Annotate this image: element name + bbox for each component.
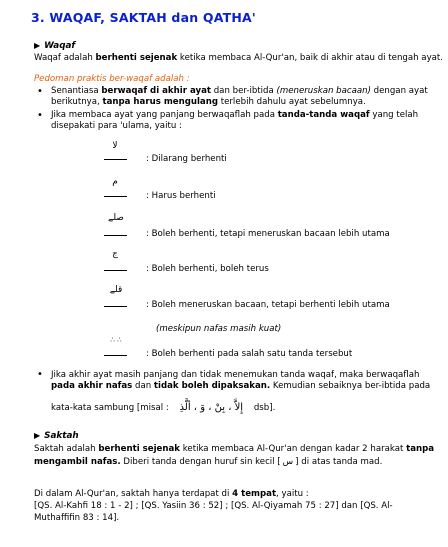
quran-line-2: [QS. Al-Kahfi 18 : 1 - 2] ; [QS. Yasiin 36 : 52] ; [QS. Al-Qiyamah 75 : 27] dan [QS. Al- <box>34 501 393 511</box>
bullet-icon: • <box>37 86 43 97</box>
triangle-bullet-icon: ▶ <box>34 41 41 50</box>
sign-line <box>104 235 127 236</box>
bullet-3-line-1: Jika akhir ayat masih panjang dan tidak menemukan tanda waqaf, maka berwaqaflah <box>51 370 420 380</box>
page-title: 3. WAQAF, SAKTAH dan QATHA' <box>31 10 256 25</box>
pedoman-heading: Pedoman praktis ber-waqaf adalah : <box>34 74 190 84</box>
sign-line <box>104 159 127 160</box>
waqaf-sign-description: : Dilarang berhenti <box>146 154 227 164</box>
waqaf-sign-symbol: ج <box>112 249 118 259</box>
waqaf-sign-description: : Boleh berhenti, boleh terus <box>146 264 269 274</box>
pedoman-bullet-2-line-1: Jika membaca ayat yang panjang berwaqaflah pada tanda-tanda waqaf yang telah <box>51 110 419 120</box>
bullet-icon: • <box>37 369 43 380</box>
waqaf-sign-symbol: صلے <box>108 213 124 223</box>
sign-line <box>104 306 127 307</box>
waqaf-sign-symbol: م <box>112 177 118 187</box>
waqaf-sign-description: : Harus berhenti <box>146 191 216 201</box>
waqaf-sign-symbol: قلے <box>109 285 123 295</box>
waqaf-sign-description: : Boleh berhenti, tetapi meneruskan bacaan lebih utama <box>146 229 390 239</box>
saktah-line-1: Saktah adalah berhenti sejenak ketika membaca Al-Qur'an dengan kadar 2 harakat tanpa <box>34 444 435 454</box>
pedoman-bullet-2-line-2: disepakati para 'ulama, yaitu : <box>51 121 182 131</box>
sign-line <box>104 355 127 356</box>
waqaf-sign-symbol: ∴ ∴ <box>110 336 122 344</box>
waqaf-definition: Waqaf adalah berhenti sejenak ketika membaca Al-Qur'an, baik di akhir atau di tengah ayat. <box>34 53 444 63</box>
arabic-examples: إِلاَّ ، بِنْ ، وَ ، ألَّذِ <box>179 402 244 413</box>
note-nafas-kuat: (meskipun nafas masih kuat) <box>156 324 282 334</box>
sign-line <box>104 196 127 197</box>
pedoman-bullet-1-line-2: berikutnya, tanpa harus mengulang terlebih dahulu ayat sebelumnya. <box>51 97 366 107</box>
triangle-bullet-icon: ▶ <box>34 431 41 440</box>
bullet-icon: • <box>37 110 43 121</box>
waqaf-sign-description: : Boleh meneruskan bacaan, tetapi berhenti lebih utama <box>146 300 390 310</box>
saktah-line-2: mengambil nafas. Diberi tanda dengan huruf sin kecil [ س ] di atas tanda mad. <box>34 457 383 467</box>
saktah-heading <box>34 431 79 441</box>
saktah-heading-label: Saktah <box>44 431 79 441</box>
quran-line-3: Muthaffifin 83 : 14]. <box>34 513 120 523</box>
quran-line-1: Di dalam Al-Qur'an, saktah hanya terdapat di 4 tempat, yaitu : <box>34 489 309 499</box>
waqaf-sign-description: : Boleh berhenti pada salah satu tanda tersebut <box>146 349 353 359</box>
waqaf-sign-symbol: لا <box>112 141 118 151</box>
sign-line <box>104 270 127 271</box>
waqaf-heading <box>34 41 75 51</box>
bullet-3-line-3: kata-kata sambung [misal : إِلاَّ ، بِنْ ، وَ ، ألَّذِ dsb]. <box>51 402 276 413</box>
waqaf-heading-label: Waqaf <box>44 41 76 51</box>
bullet-3-line-2: pada akhir nafas dan tidak boleh dipaksakan. Kemudian sebaiknya ber-ibtida pada <box>51 381 431 391</box>
pedoman-bullet-1-line-1: Senantiasa berwaqaf di akhir ayat dan ber-ibtida (meneruskan bacaan) dengan ayat <box>51 86 428 96</box>
